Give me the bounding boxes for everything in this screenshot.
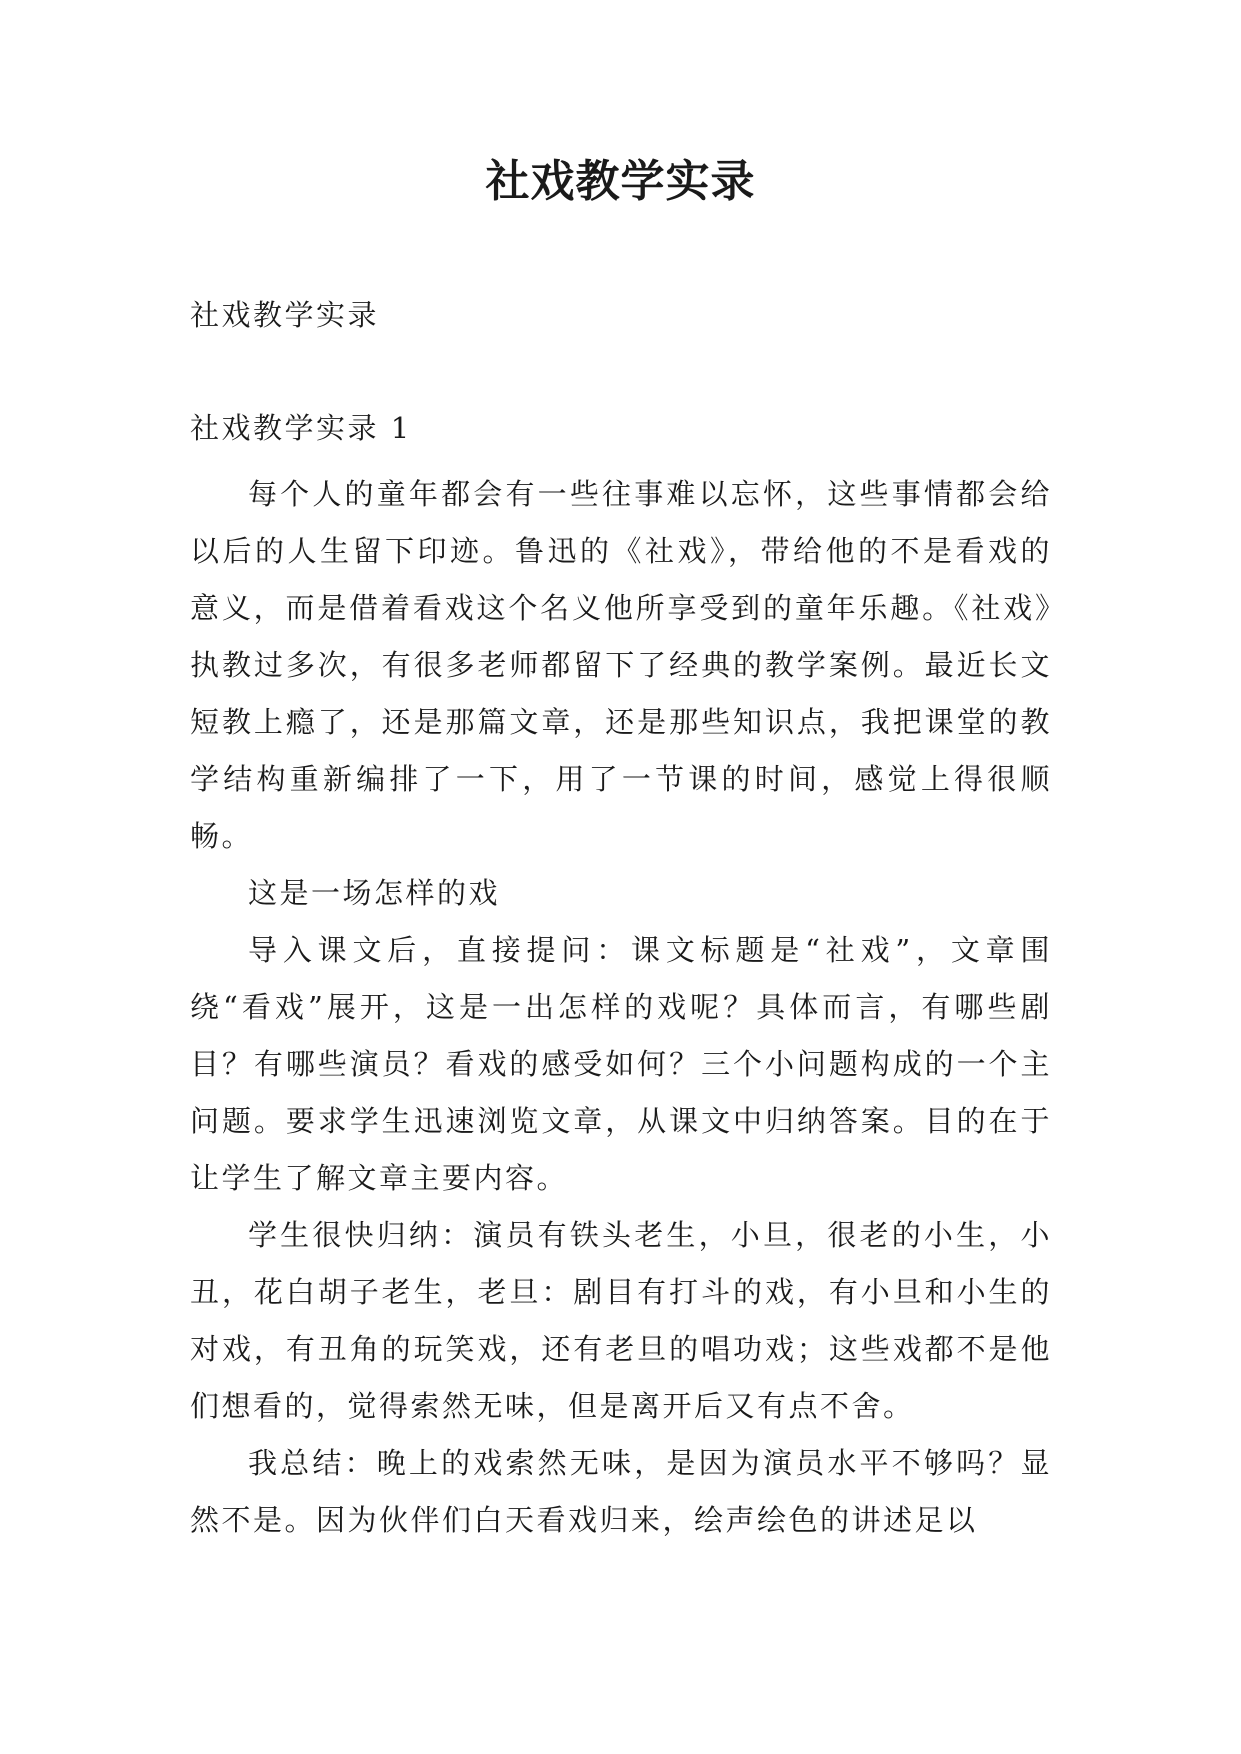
document-body — [190, 466, 1052, 1549]
section-heading: 社戏教学实录 1 — [190, 411, 412, 445]
paragraph-question: 导入课文后，直接提问：课文标题是“社戏”，文章围绕“看戏”展开，这是一出怎样的戏呢？具体而言，有哪些剧目？有哪些演员？看戏的感受如何？三个小问题构成的一个主问题。要求学生迅速浏览文章，从课文中归纳答案。目的在于让学生了解文章主要内容。 — [190, 933, 1052, 1195]
paragraph-summary: 我总结：晚上的戏索然无味，是因为演员水平不够吗？显然不是。因为伙伴们白天看戏归来，绘声绘色的讲述足以 — [190, 1446, 1052, 1537]
paragraph-subheading: 这是一场怎样的戏 — [248, 876, 501, 910]
document-title: 社戏教学实录 — [485, 156, 756, 207]
paragraph-student-answer: 学生很快归纳：演员有铁头老生，小旦，很老的小生，小丑，花白胡子老生，老旦：剧目有打斗的戏，有小旦和小生的对戏，有丑角的玩笑戏，还有老旦的唱功戏；这些戏都不是他们想看的，觉得索然无味，但是离开后又有点不舍。 — [190, 1218, 1052, 1423]
paragraph-intro: 每个人的童年都会有一些往事难以忘怀，这些事情都会给以后的人生留下印迹。鲁迅的《社戏》，带给他的不是看戏的意义，而是借着看戏这个名义他所享受到的童年乐趣。《社戏》执教过多次，有很多老师都留下了经典的教学案例。最近长文短教上瘾了，还是那篇文章，还是那些知识点，我把课堂的教学结构重新编排了一下，用了一节课的时间，感觉上得很顺畅。 — [190, 477, 1052, 853]
document-subtitle: 社戏教学实录 — [190, 298, 380, 332]
